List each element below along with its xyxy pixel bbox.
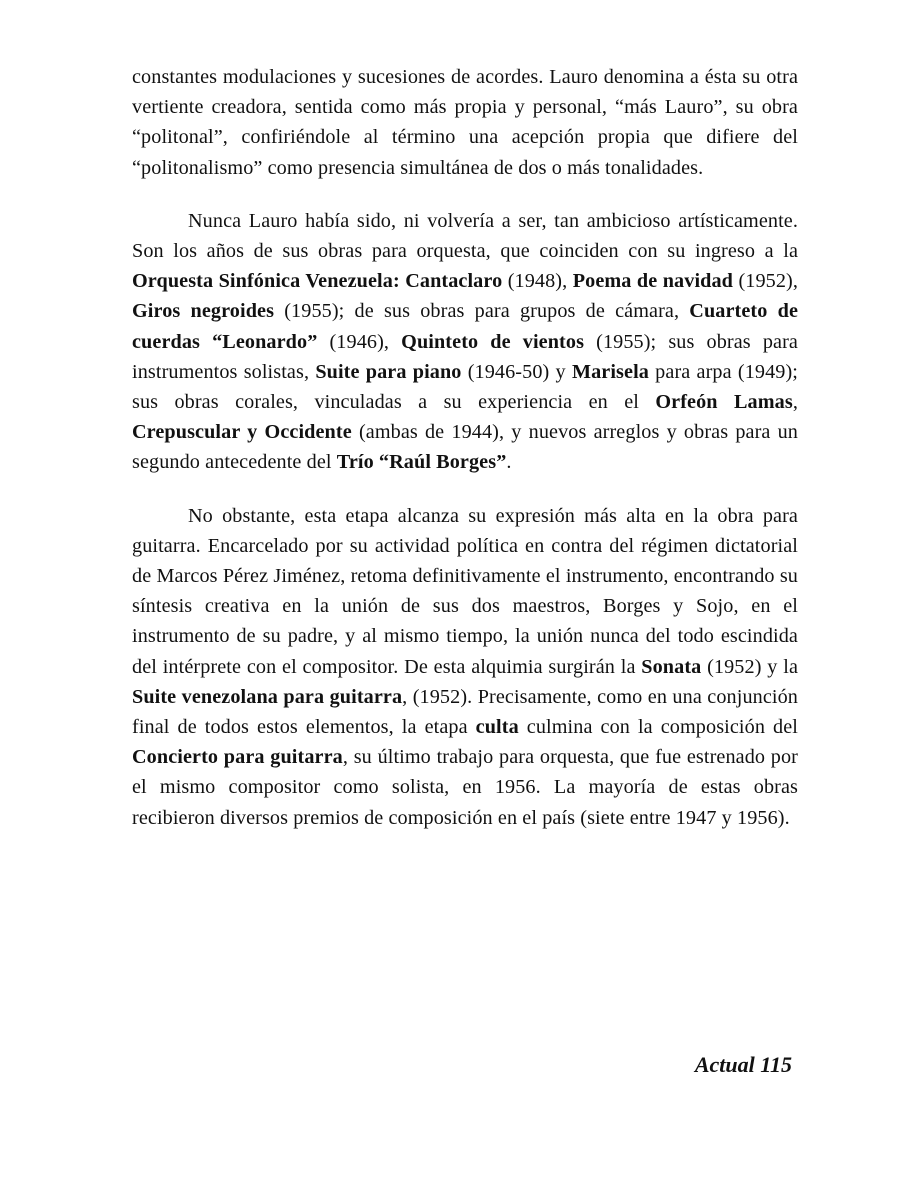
- text-run: ,: [792, 391, 798, 414]
- paragraph-3: [132, 501, 798, 833]
- bold-title-run: Suite venezolana para guitarra: [132, 685, 403, 708]
- page-body: [132, 62, 798, 833]
- text-run: (1952) y la: [701, 655, 798, 678]
- bold-title-run: culta: [475, 716, 519, 739]
- text-run: .: [506, 451, 512, 474]
- text-run: Nunca Lauro había sido, ni volvería a ser, tan ambicioso artísticamente. Son los años de sus obras para orquesta, que coinciden con su ingreso a la: [132, 209, 798, 263]
- bold-title-run: Orfeón Lamas: [655, 391, 793, 414]
- bold-title-run: Suite para piano: [315, 360, 462, 383]
- paragraph-2: [132, 206, 798, 478]
- text-run: (1955); sus obras para instrumentos solistas,: [132, 330, 798, 383]
- bold-title-run: Crepuscular y Occidente: [132, 421, 352, 444]
- text-run: , (1952). Precisamente, como en una conjunción final de todos estos elementos, la etapa: [132, 685, 798, 739]
- bold-title-run: Quinteto de vientos: [401, 330, 585, 353]
- bold-title-run: Orquesta Sinfónica Venezuela: Cantaclaro: [132, 270, 503, 293]
- paragraph-1: [132, 62, 798, 183]
- text-run: constantes modulaciones y sucesiones de acordes. Lauro denomina a ésta su otra vertiente creadora, sentida como más propia y personal, “más Lauro”, su obra “politonal”, confiriéndole al término una acepción propia que difiere del “politonalismo” como presencia simultánea de dos o más tonalidades.: [132, 66, 798, 179]
- text-run: (ambas de 1944), y nuevos arreglos y obras para un segundo antecedente del: [132, 421, 798, 474]
- text-run: , su último trabajo para orquesta, que fue estrenado por el mismo compositor como solista, en 1956. La mayoría de estas obras recibieron diversos premios de composición en el país (siete entre 1947 y 1956).: [132, 746, 799, 829]
- text-run: para arpa (1949); sus obras corales, vinculadas a su experiencia en el: [132, 360, 798, 414]
- text-run: (1952),: [733, 270, 799, 293]
- running-title-page-number: Actual 115: [694, 1052, 792, 1077]
- text-run: (1948),: [502, 270, 573, 293]
- text-run: (1946),: [317, 330, 402, 353]
- bold-title-run: Sonata: [641, 655, 702, 678]
- bold-title-run: Cuarteto de cuerdas “Leonardo”: [132, 300, 798, 353]
- text-run: culmina con la composición del: [518, 716, 798, 739]
- bold-title-run: Trío “Raúl Borges”: [336, 451, 507, 474]
- text-run: (1946-50) y: [461, 360, 572, 383]
- text-run: No obstante, esta etapa alcanza su expresión más alta en la obra para guitarra. Encarcelado por su actividad política en contra del régimen dictatorial de Marcos Pérez Jiménez, retoma definitivamente el instrumento, encontrando su síntesis creativa en la unión de sus dos maestros, Borges y Sojo, en el instrumento de su padre, y al mismo tiempo, la unión nunca del todo escindida del intérprete con el compositor. De esta alquimia surgirán la: [132, 504, 798, 678]
- bold-title-run: Concierto para guitarra: [132, 746, 343, 769]
- page-footer: [600, 1052, 792, 1078]
- bold-title-run: Poema de navidad: [572, 270, 734, 293]
- text-run: (1955); de sus obras para grupos de cámara,: [274, 300, 690, 323]
- bold-title-run: Marisela: [571, 360, 649, 383]
- bold-title-run: Giros negroides: [132, 300, 275, 323]
